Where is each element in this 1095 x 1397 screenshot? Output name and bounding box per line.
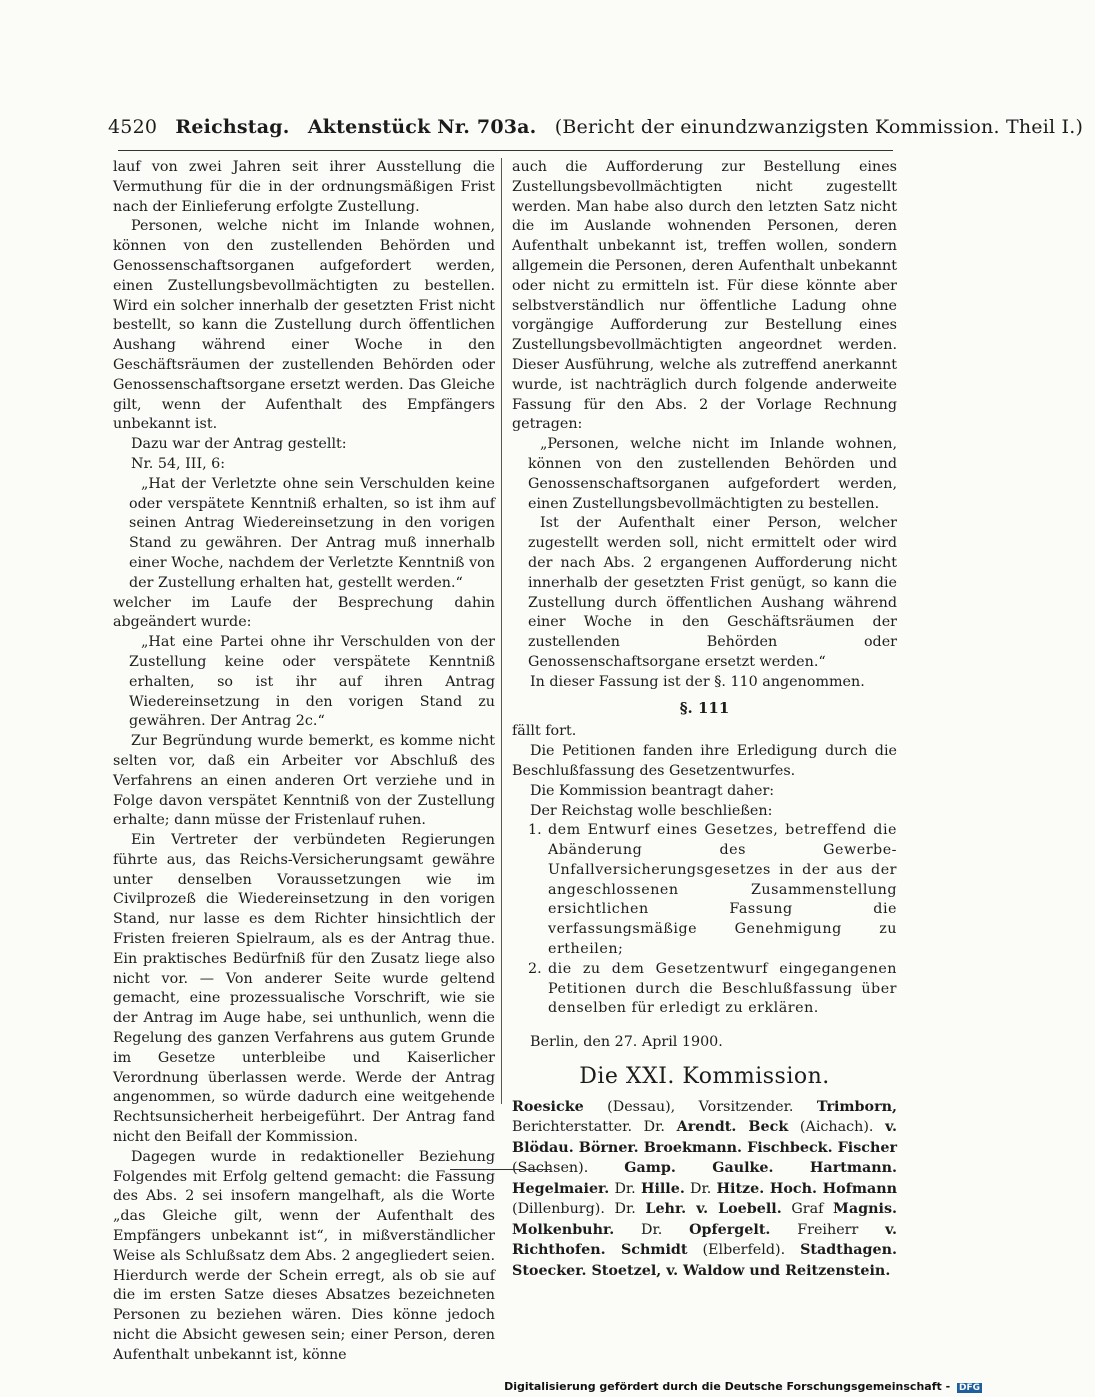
member-detail: (Dessau), Vorsitzender. [583, 1098, 817, 1115]
paragraph: Der Reichstag wolle beschließen: [530, 802, 773, 819]
member-name: Hitze. Hoch. Hofmann [716, 1180, 897, 1197]
resolution-list [512, 821, 897, 1019]
member-name: Stadthagen. Stoecker. Stoetzel, v. Waldow und Reitzenstein. [512, 1242, 897, 1279]
paragraph: Ein Vertreter der verbündeten Regierungen führte aus, das Reichs-Versicherungsamt gewähre unter denselben Voraussetzungen wie im Civilprozeß die Wiedereinsetzung in den vorigen Stand, nur lasse es dem Richter hinsichtlich der Fristen freieren Spielraum, als es der Antrag thue. Ein praktisches Bedürfniß für den Zusatz liege also nicht vor. — Von anderer Seite wurde geltend gemacht, eine prozessualische Vorschrift, wie sie der Antrag im Auge habe, sei unthunlich, wenn die Regelung des ganzen Verfahrens aus gutem Grunde im Gesetze unterbleibe und Kaiserlicher Verordnung überlassen werde. Werde der Antrag angenommen, so würde dadurch eine weitgehende Rechtsunsicherheit herbeigeführt. Der Antrag fand nicht den Beifall der Kommission. [113, 832, 495, 1146]
member-detail: Berichterstatter. Dr. [512, 1119, 677, 1136]
paragraph: „Hat der Verletzte ohne sein Verschulden keine oder verspätete Kenntniß erhalten, so ist ihm auf seinen Antrag Wiedereinsetzung in den vorigen Stand zu gewähren. Der Antrag muß innerhalb einer Woche, nachdem der Verletzte Kenntniß von der Zustellung erhalten hat, gestellt werden.“ [129, 475, 495, 591]
list-number: 2. [528, 960, 542, 977]
column-divider [501, 158, 502, 1104]
list-number: 1. [528, 822, 542, 839]
paragraph: auch die Aufforderung zur Bestellung eines Zustellungsbevollmächtigten nicht zugestellt werden. Man habe also durch den letzten Satz nicht die im Auslande wohnenden Personen, deren Aufenthalt unbekannt ist, treffen wollen, sondern allgemein die Personen, deren Aufenthalt unbekannt oder nicht zu ermitteln ist. Für diese könnte aber selbstverständlich nur öffentliche Ladung ohne vorgängige Aufforderung zur Bestellung eines Zustellungsbevollmächtigten angeordnet werden. Dieser Ausführung, welche als zutreffend anerkannt wurde, ist nachträglich durch folgende anderweite Fassung für den Abs. 2 der Vorlage Rechnung getragen: [512, 159, 897, 433]
date-line: Berlin, den 27. April 1900. [530, 1034, 723, 1051]
paragraph: Personen, welche nicht im Inlande wohnen, können von den zustellenden Behörden und Genossenschaftsorganen aufgefordert werden, einen Zustellungsbevollmächtigten zu bestellen. Wird ein solcher innerhalb der gesetzten Frist nicht bestellt, so kann die Zustellung durch öffentlichen Aushang während einer Woche in den Geschäftsräumen der zustellenden Behörden oder Genossenschaftsorgane ersetzt werden. Das Gleiche gilt, wenn der Aufenthalt des Empfängers unbekannt ist. [113, 218, 495, 433]
paragraph: Dagegen wurde in redaktioneller Beziehung Folgendes mit Erfolg geltend gemacht: die Fassung des Abs. 2 sei insofern mangelhaft, als die Worte „das Gleiche gilt, wenn der Aufenthalt des Empfängers unbekannt ist“, in mißverständlicher Weise als Schlußsatz dem Abs. 2 angegliedert seien. Hierdurch werde der Schein erregt, als ob sie auf die im ersten Satze dieses Absatzes bezeichneten Personen zu beziehen wären. Dies könne jedoch nicht die Absicht gewesen sein; einer Person, deren Aufenthalt unbekannt ist, könne [113, 1148, 495, 1363]
member-name: v. Richthofen. Schmidt [512, 1221, 897, 1259]
page-header [108, 116, 1084, 148]
member-detail: Dr. [684, 1180, 717, 1197]
member-name: Gamp. Gaulke. Hartmann. Hegelmaier. [512, 1160, 897, 1197]
footer-text: Digitalisierung gefördert durch die Deutsche Forschungsgemeinschaft - [504, 1380, 951, 1393]
paragraph: „Personen, welche nicht im Inlande wohnen, können von den zustellenden Behörden und Genossenschaftsorganen aufgefordert werden, einen Zustellungsbevollmächtigten zu bestellen. [528, 436, 897, 512]
member-name: Magnis. Molkenbuhr. [512, 1201, 897, 1238]
member-name: Opfergelt. [689, 1221, 771, 1238]
paragraph: Die Kommission beantragt daher: [530, 782, 775, 799]
commission-members [512, 1097, 897, 1282]
section-paragraphs [512, 722, 897, 821]
member-detail: (Sachsen). [512, 1160, 625, 1177]
paragraph: In dieser Fassung ist der §. 110 angenommen. [530, 673, 865, 690]
publication-name: Reichstag. [175, 116, 290, 138]
member-name: v. Blödau. Börner. Broekmann. Fischbeck. Fischer [512, 1119, 898, 1156]
member-detail: Dr. [614, 1221, 690, 1238]
member-name: Roesicke [512, 1098, 584, 1115]
list-text: die zu dem Gesetzentwurf eingegangenen Petitionen durch die Beschlußfassung über denselben für erledigt zu erklären. [548, 960, 897, 1017]
right-column [512, 158, 897, 1281]
paragraph: welcher im Laufe der Besprechung dahin abgeändert wurde: [113, 594, 495, 631]
paragraph: Zur Begründung wurde bemerkt, es komme nicht selten vor, daß ein Arbeiter vor Abschluß des Verfahrens an einen anderen Ort verziehe und in Folge davon verspätet Kenntniß von der Zustellung erhalte; dann müsse der Fristenlauf ruhen. [113, 733, 495, 829]
list-item [528, 960, 897, 1019]
commission-title: Die XXI. Kommission. [579, 1064, 830, 1090]
list-text: dem Entwurf eines Gesetzes, betreffend die Abänderung des Gewerbe-Unfallversicherungsgesetzes in der aus der angeschlossenen Zusammenstellung ersichtlichen Fassung die verfassungsmäßige Genehmigung zu ertheilen; [548, 822, 897, 958]
bottom-rule [450, 1169, 550, 1170]
member-detail: Dr. [609, 1180, 641, 1197]
header-rule [118, 150, 893, 151]
document-number: Aktenstück Nr. 703a. [307, 116, 537, 138]
paragraph: „Hat eine Partei ohne ihr Verschulden von der Zustellung keine oder verspätete Kenntniß erhalten, so ist ihr auf ihren Antrag Wiedereinsetzung in den vorigen Stand zu gewähren. Der Antrag 2c.“ [129, 634, 495, 730]
member-detail: Freiherr [770, 1221, 886, 1238]
member-name: Lehr. v. Loebell. [645, 1201, 782, 1218]
paragraph: Nr. 54, III, 6: [131, 455, 226, 472]
paragraph: lauf von zwei Jahren seit ihrer Ausstellung die Vermuthung für die in der ordnungsmäßigen Frist nach der Einlieferung erfolgte Zustellung. [113, 159, 495, 215]
member-name: Hille. [640, 1180, 685, 1197]
member-name: Trimborn, [816, 1098, 897, 1115]
paragraph: Dazu war der Antrag gestellt: [131, 436, 347, 453]
dfg-logo: DFG [958, 1383, 980, 1393]
member-detail: (Elberfeld). [687, 1242, 801, 1259]
member-detail: (Dillenburg). Dr. [512, 1201, 646, 1218]
member-detail: Graf [781, 1201, 834, 1218]
member-detail: (Aichach). [788, 1119, 886, 1136]
member-name: Arendt. Beck [676, 1119, 789, 1136]
page-number: 4520 [108, 116, 158, 138]
right-paragraphs [512, 158, 897, 693]
section-heading: §. 111 [679, 698, 730, 717]
left-column [113, 158, 495, 1366]
paragraph: fällt fort. [512, 723, 577, 740]
paragraph: Ist der Aufenthalt einer Person, welcher zugestellt werden soll, nicht ermittelt oder wird der nach Abs. 2 ergangenen Aufforderung nicht innerhalb der gesetzten Frist genügt, so kann die Zustellung durch öffentlichen Aushang während einer Woche in den Geschäftsräumen der zustellenden Behörden oder Genossenschaftsorgane ersetzt werden.“ [528, 515, 897, 670]
list-item [528, 821, 897, 960]
footer [504, 1380, 982, 1393]
paragraph: Die Petitionen fanden ihre Erledigung durch die Beschlußfassung des Gesetzentwurfes. [512, 743, 897, 779]
header-subtitle: (Bericht der einundzwanzigsten Kommission. Theil I.) [554, 116, 1084, 138]
